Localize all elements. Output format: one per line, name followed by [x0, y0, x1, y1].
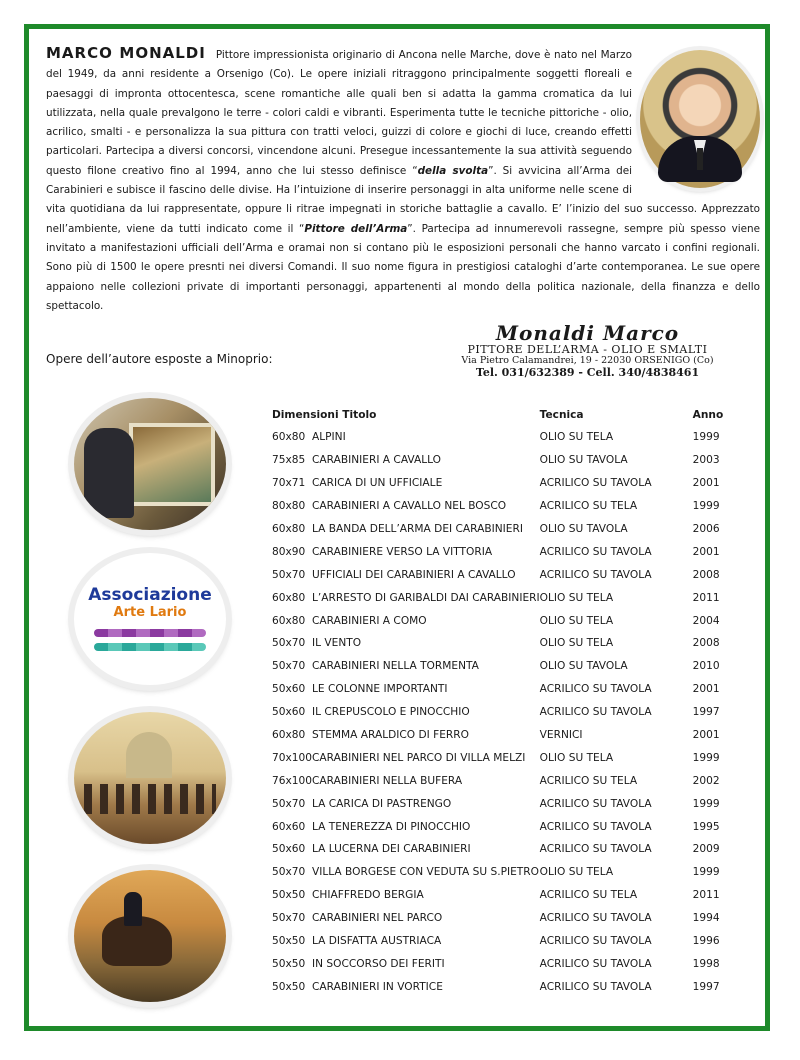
cell-year: 1999	[692, 797, 720, 810]
artist-stamp	[445, 322, 730, 379]
cell-year: 2001	[692, 683, 720, 696]
cell-title: UFFICIALI DEI CARABINIERI A CAVALLO	[312, 568, 516, 581]
table-row	[272, 769, 733, 792]
cell-year: 2002	[692, 774, 720, 787]
cell-technique: OLIO SU TAVOLA	[539, 523, 628, 535]
cell-dimensions: 50x70	[272, 660, 306, 673]
cell-title: CARABINIERI NELLA BUFERA	[312, 774, 463, 787]
cell-title: STEMMA ARALDICO DI FERRO	[312, 729, 469, 742]
cell-year: 2008	[692, 637, 720, 650]
table-row	[272, 907, 733, 930]
table-row	[272, 563, 733, 586]
photo-painter-at-easel	[74, 398, 226, 530]
cell-dimensions: 60x80	[272, 431, 306, 444]
cell-title: CARABINIERI IN VORTICE	[312, 980, 443, 993]
table-row	[272, 884, 733, 907]
cell-year: 1997	[692, 980, 720, 993]
cell-title: VILLA BORGESE CON VEDUTA SU S.PIETRO	[312, 866, 539, 879]
artist-portrait	[640, 50, 760, 188]
bio-text-3: ”. Partecipa ad innumerevoli rassegne, sempre più spesso viene invitato a manifestazioni ufficiali dell’Arma e oramai non si contano più le esposizioni personali che hanno varcato i confini regionali. Sono più di 1500 le opere presnti nei diversi Comandi. Il suo nome figura in prestigiosi cataloghi d’arte contemporanea. Le sue opere appaiono nelle collezioni private di importanti personaggi, appartenenti al mondo della politica nazionale, della finanzza e dello spettacolo.	[46, 222, 760, 312]
cell-title: CARABINIERE VERSO LA VITTORIA	[312, 545, 493, 558]
table-row	[272, 861, 733, 884]
cell-year: 2011	[692, 591, 720, 604]
table-row	[272, 540, 733, 563]
works-table	[272, 404, 733, 998]
cell-technique: ACRILICO SU TAVOLA	[539, 706, 652, 719]
cell-dimensions: 60x80	[272, 591, 306, 604]
cell-technique: ACRILICO SU TELA	[539, 774, 638, 787]
header-year: Anno	[692, 409, 724, 421]
cell-technique: ACRILICO SU TAVOLA	[539, 797, 652, 810]
table-row	[272, 518, 733, 541]
cell-technique: OLIO SU TELA	[539, 866, 614, 879]
cell-technique: OLIO SU TAVOLA	[539, 454, 628, 467]
cell-technique: ACRILICO SU TELA	[539, 500, 638, 513]
table-row	[272, 472, 733, 495]
cell-technique: ACRILICO SU TAVOLA	[539, 912, 652, 925]
cell-year: 1996	[692, 935, 720, 948]
cell-title: LA BANDA DELL’ARMA DEI CARABINIERI	[312, 523, 523, 535]
logo-line-2: Arte Lario	[113, 605, 187, 620]
table-row	[272, 678, 733, 701]
cell-year: 2004	[692, 614, 720, 627]
cell-dimensions: 50x70	[272, 912, 306, 925]
cell-technique: OLIO SU TAVOLA	[539, 660, 628, 673]
cell-title: CARABINIERI A CAVALLO NEL BOSCO	[312, 500, 507, 513]
cell-technique: OLIO SU TELA	[539, 614, 614, 627]
cell-title: CARABINIERI NELLA TORMENTA	[312, 660, 479, 673]
cell-title: IL CREPUSCOLO E PINOCCHIO	[312, 706, 470, 719]
cell-dimensions: 76x100	[272, 774, 312, 787]
cell-technique: ACRILICO SU TAVOLA	[539, 820, 652, 833]
table-row	[272, 609, 733, 632]
cell-year: 1998	[692, 957, 720, 970]
table-header-row	[272, 404, 733, 426]
cell-technique: ACRILICO SU TAVOLA	[539, 683, 652, 696]
cell-dimensions: 60x80	[272, 523, 306, 535]
cell-technique: OLIO SU TELA	[539, 637, 614, 650]
table-row	[272, 449, 733, 472]
cell-year: 2001	[692, 545, 720, 558]
cell-title: IL VENTO	[312, 637, 362, 650]
cell-technique: ACRILICO SU TAVOLA	[539, 843, 652, 856]
stamp-subtitle: PITTORE DELL’ARMA - OLIO E SMALTI	[467, 343, 708, 356]
works-table-body	[272, 426, 733, 998]
cell-dimensions: 50x70	[272, 866, 306, 879]
cell-dimensions: 60x80	[272, 729, 306, 742]
cell-dimensions: 50x60	[272, 843, 306, 856]
cell-technique: ACRILICO SU TAVOLA	[539, 568, 652, 581]
cell-year: 1995	[692, 820, 720, 833]
cell-dimensions: 50x50	[272, 935, 306, 948]
exhibit-label: Opere dell’autore esposte a Minoprio:	[46, 352, 273, 366]
bio-text-2: ”. Si avvicina all’Arma dei Carabinieri e subisce il fascino delle divise. Ha l’intuizione di inserire personaggi in alta uniforme nelle scene di vita quotidiana da lui rappresentate, oppure li ritrae impegnati in storiche battaglie a cavallo. E’ l’inizio del suo successo. Apprezzato nell’ambiente, viene da tutti indicato come il “	[46, 164, 760, 235]
cell-dimensions: 70x100	[272, 751, 312, 764]
cell-dimensions: 50x50	[272, 889, 306, 902]
cell-technique: VERNICI	[539, 729, 583, 742]
cell-year: 2003	[692, 454, 720, 467]
logo-line-1: Associazione	[88, 585, 212, 605]
cell-technique: OLIO SU TELA	[539, 431, 614, 444]
cell-title: IN SOCCORSO DEI FERITI	[312, 957, 445, 970]
cell-technique: ACRILICO SU TELA	[539, 889, 638, 902]
cell-technique: OLIO SU TELA	[539, 751, 614, 764]
cell-title: CARABINIERI NEL PARCO DI VILLA MELZI	[312, 751, 526, 764]
artist-name: MARCO MONALDI	[46, 44, 206, 62]
table-row	[272, 746, 733, 769]
cell-title: CARICA DI UN UFFICIALE	[312, 477, 443, 490]
stamp-address: Via Pietro Calamandrei, 19 - 22030 ORSENIGO (Co)	[461, 355, 714, 367]
cell-year: 1999	[692, 751, 720, 764]
header-dim-title: Dimensioni Titolo	[272, 409, 377, 421]
cell-year: 1997	[692, 706, 720, 719]
table-row	[272, 815, 733, 838]
cell-dimensions: 60x80	[272, 614, 306, 627]
table-row	[272, 586, 733, 609]
table-row	[272, 701, 733, 724]
cell-year: 1999	[692, 866, 720, 879]
cell-dimensions: 50x70	[272, 568, 306, 581]
table-row	[272, 792, 733, 815]
cell-dimensions: 50x70	[272, 797, 306, 810]
cell-dimensions: 50x50	[272, 980, 306, 993]
bio-text-1: Pittore impressionista originario di Ancona nelle Marche, dove è nato nel Marzo del 1949, da anni residente a Orsenigo (Co). Le opere iniziali ritraggono principalmente soggetti floreali e paesaggi di impronta ottocentesca, scene romantiche alle quali ben si adatta la gamma cromatica da lui utilizzata, nella quale prevalgono le terre - colori caldi e vibranti. Esperimenta tutte le tecniche pittoriche - olio, acrilico, smalti - e personalizza la sua pittura con tratti veloci, guizzi di colore e giochi di luce, creando effetti particolari. Partecipa a diversi concorsi, vincendone alcuni. Presegue incessantemente la sua attività seguendo questo filone creativo fino al 1994, anno che lui stesso definisce “	[46, 49, 632, 177]
cell-year: 2001	[692, 729, 720, 742]
cell-technique: OLIO SU TELA	[539, 591, 614, 604]
cell-title: CHIAFFREDO BERGIA	[312, 889, 424, 902]
cell-dimensions: 70x71	[272, 477, 306, 490]
stamp-name: Monaldi Marco	[495, 321, 680, 345]
cell-dimensions: 60x60	[272, 820, 306, 833]
cell-year: 2008	[692, 568, 720, 581]
cell-year: 1999	[692, 500, 720, 513]
cell-year: 2006	[692, 523, 720, 535]
cell-title: L’ARRESTO DI GARIBALDI DAI CARABINIERI	[312, 591, 540, 604]
stamp-phone: Tel. 031/632389 - Cell. 340/4838461	[475, 365, 700, 379]
painting-horse-rider	[74, 870, 226, 1002]
table-row	[272, 495, 733, 518]
bio-emph-2: Pittore dell’Arma	[304, 222, 408, 235]
cell-year: 1999	[692, 431, 720, 444]
cell-technique: ACRILICO SU TAVOLA	[539, 957, 652, 970]
cell-dimensions: 80x80	[272, 500, 306, 513]
biography	[46, 44, 760, 316]
cell-dimensions: 75x85	[272, 454, 306, 467]
cell-dimensions: 50x70	[272, 637, 306, 650]
table-row	[272, 952, 733, 975]
cell-title: LA CARICA DI PASTRENGO	[312, 797, 452, 810]
table-row	[272, 975, 733, 998]
cell-title: LA TENEREZZA DI PINOCCHIO	[312, 820, 471, 833]
table-row	[272, 632, 733, 655]
cell-title: LA DISFATTA AUSTRIACA	[312, 935, 442, 948]
table-row	[272, 426, 733, 449]
cell-year: 2001	[692, 477, 720, 490]
cell-dimensions: 50x50	[272, 957, 306, 970]
cell-technique: ACRILICO SU TAVOLA	[539, 545, 652, 558]
cell-technique: ACRILICO SU TAVOLA	[539, 980, 652, 993]
cell-technique: ACRILICO SU TAVOLA	[539, 935, 652, 948]
cell-title: CARABINIERI A CAVALLO	[312, 454, 441, 467]
cell-title: LE COLONNE IMPORTANTI	[312, 683, 448, 696]
cell-title: CARABINIERI A COMO	[312, 614, 427, 627]
cell-technique: ACRILICO SU TAVOLA	[539, 477, 652, 490]
cell-year: 2009	[692, 843, 720, 856]
cell-dimensions: 80x90	[272, 545, 306, 558]
association-logo	[74, 553, 226, 685]
painting-rome-cavalry	[74, 712, 226, 844]
table-row	[272, 838, 733, 861]
cell-dimensions: 50x60	[272, 706, 306, 719]
cell-year: 2010	[692, 660, 720, 673]
table-row	[272, 724, 733, 747]
table-row	[272, 655, 733, 678]
cell-title: ALPINI	[312, 431, 346, 444]
bio-emph-1: della svolta	[417, 164, 489, 177]
cell-year: 1994	[692, 912, 720, 925]
cell-year: 2011	[692, 889, 720, 902]
cell-dimensions: 50x60	[272, 683, 306, 696]
cell-title: CARABINIERI NEL PARCO	[312, 912, 443, 925]
header-technique: Tecnica	[539, 409, 584, 421]
table-row	[272, 930, 733, 953]
cell-title: LA LUCERNA DEI CARABINIERI	[312, 843, 471, 856]
